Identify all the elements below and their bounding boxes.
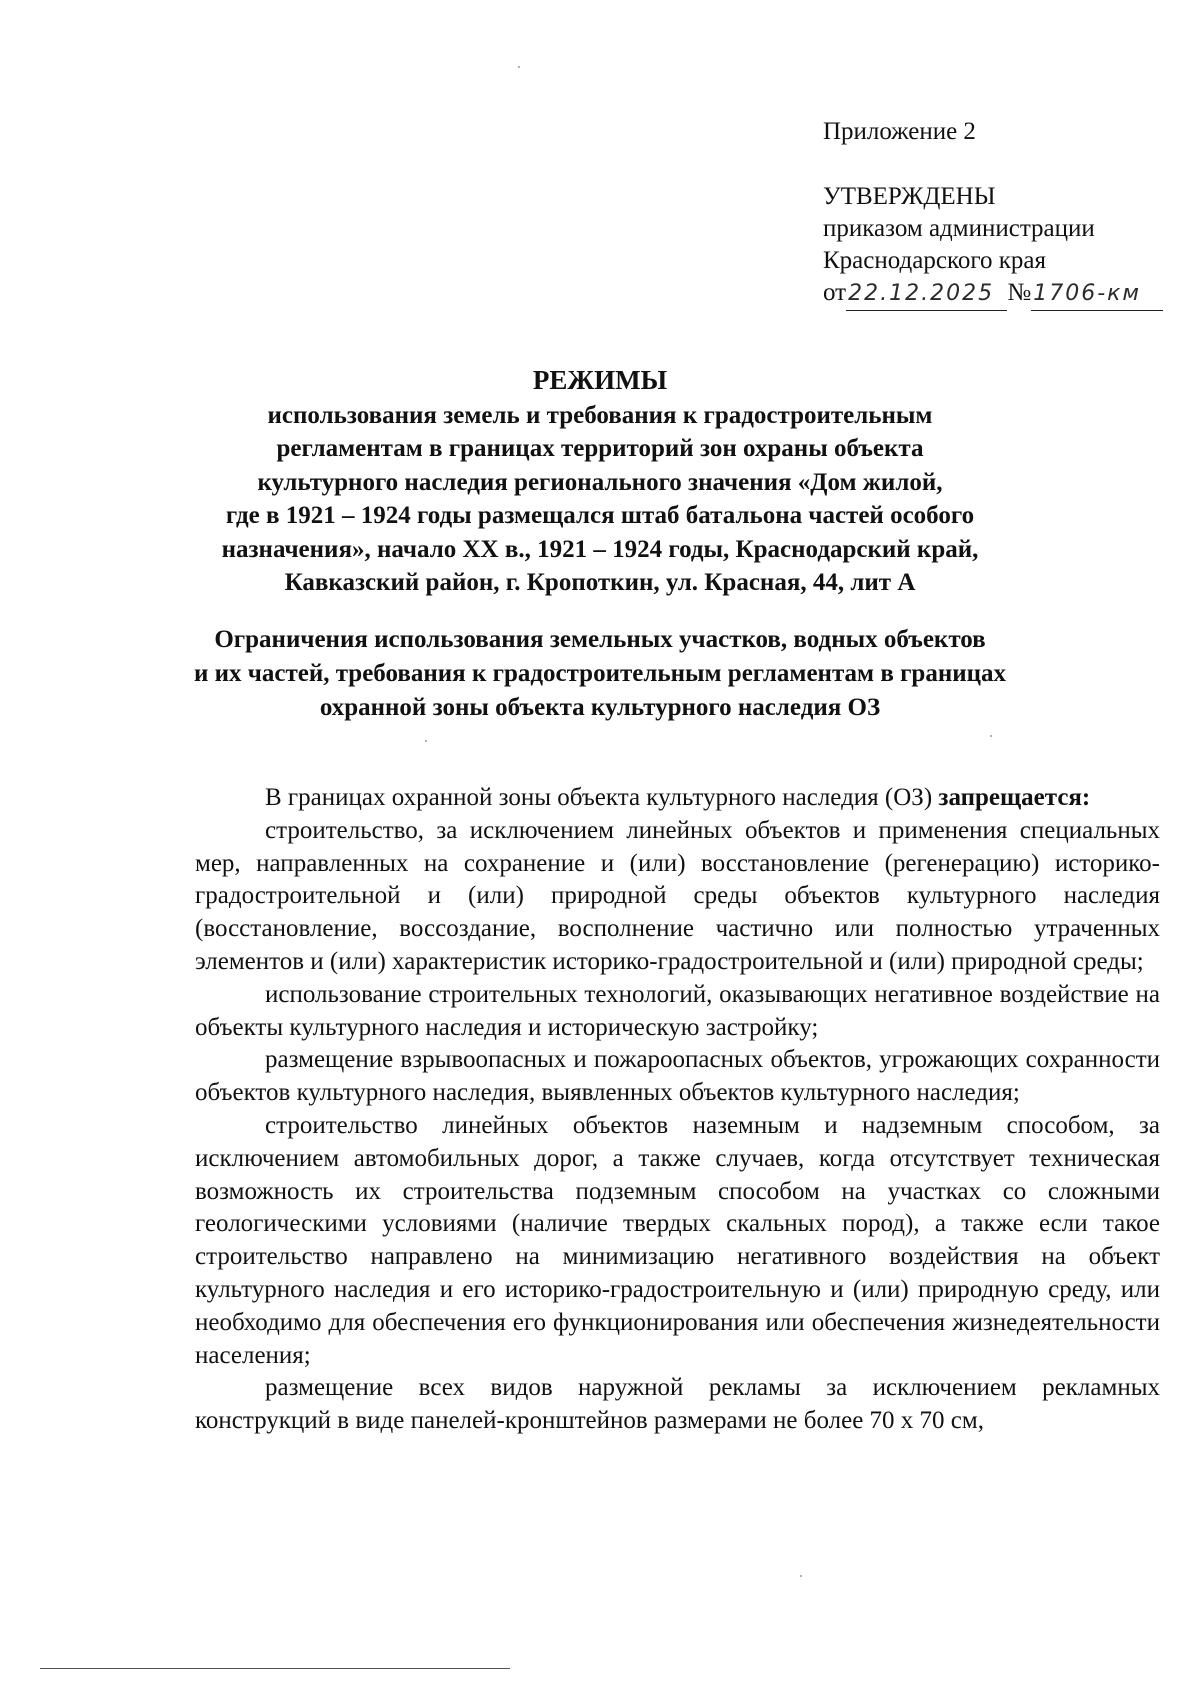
list-item: строительство, за исключением линейных объектов и применения специальных мер, направленных на сохранение и (или) восстановление (регенерацию) историко-градостроительной и (или) природной среды объектов культурного наследия (восстановление, воссоздание, восполнение частично или полностью утраченных элементов и (или) характеристик историко-градостроительной и (или) природной среды;	[195, 816, 1160, 975]
intro-bold: запрещается:	[938, 784, 1091, 811]
scan-speck	[425, 740, 427, 742]
handwritten-number: 1706-км	[1031, 278, 1163, 311]
title-line: где в 1921 – 1924 годы размещался штаб батальона частей особого	[225, 502, 975, 530]
title-line: регламентам в границах территорий зон охраны объекта	[276, 435, 924, 463]
intro-paragraph	[195, 782, 1160, 815]
title-line: Кавказский район, г. Кропоткин, ул. Красная, 44, лит А	[284, 569, 916, 597]
approved-heading: УТВЕРЖДЕНЫ	[823, 183, 996, 210]
list-item: использование строительных технологий, оказывающих негативное воздействие на объекты культурного наследия и историческую застройку;	[195, 980, 1160, 1041]
section-subtitle	[150, 623, 1050, 725]
list-item: размещение взрывоопасных и пожароопасных объектов, угрожающих сохранности объектов культурного наследия, выявленных объектов культурного наследия;	[195, 1046, 1160, 1107]
footer-rule	[40, 1668, 510, 1669]
handwritten-date: 22.12.2025	[846, 278, 1007, 311]
document-title	[150, 362, 1050, 599]
subtitle-line: охранной зоны объекта культурного наследия ОЗ	[319, 694, 881, 721]
number-sign: №	[1007, 279, 1032, 306]
title-line: назначения», начало XX в., 1921 – 1924 годы, Краснодарский край,	[221, 535, 979, 563]
appendix-label: Приложение 2	[823, 118, 976, 145]
title-main: РЕЖИМЫ	[532, 365, 668, 395]
approval-line-1: приказом администрации	[823, 215, 1095, 242]
scan-speck	[518, 66, 520, 68]
list-item: строительство линейных объектов наземным и надземным способом, за исключением автомобильных дорог, а также случаев, когда отсутствует техническая возможность их строительства подземным способом на участках со сложными геологическими условиями (наличие твердых скальных пород), а также если такое строительство направлено на минимизацию негативного воздействия на объект культурного наследия и его историко-градостроительную и (или) природную среду, или необходимо для обеспечения его функционирования или обеспечения жизнедеятельности населения;	[195, 1111, 1160, 1369]
intro-text: В границах охранной зоны объекта культурного наследия (ОЗ)	[265, 784, 933, 811]
approval-stamp	[823, 116, 1163, 311]
body-text	[195, 782, 1160, 1438]
subtitle-line: и их частей, требования к градостроительным регламентам в границах	[193, 660, 1007, 687]
approval-line-2: Краснодарского края	[823, 247, 1046, 274]
subtitle-line: Ограничения использования земельных участков, водных объектов	[214, 626, 986, 653]
scan-speck	[800, 1575, 802, 1577]
approval-date-row	[823, 277, 1163, 311]
list-item: размещение всех видов наружной рекламы за исключением рекламных конструкций в виде панелей-кронштейнов размерами не более 70 х 70 см,	[195, 1374, 1160, 1435]
title-line: использования земель и требования к градостроительным	[267, 402, 933, 429]
scan-speck	[990, 735, 992, 737]
title-line: культурного наследия регионального значения «Дом жилой,	[257, 468, 943, 496]
date-prefix: от	[823, 279, 847, 306]
